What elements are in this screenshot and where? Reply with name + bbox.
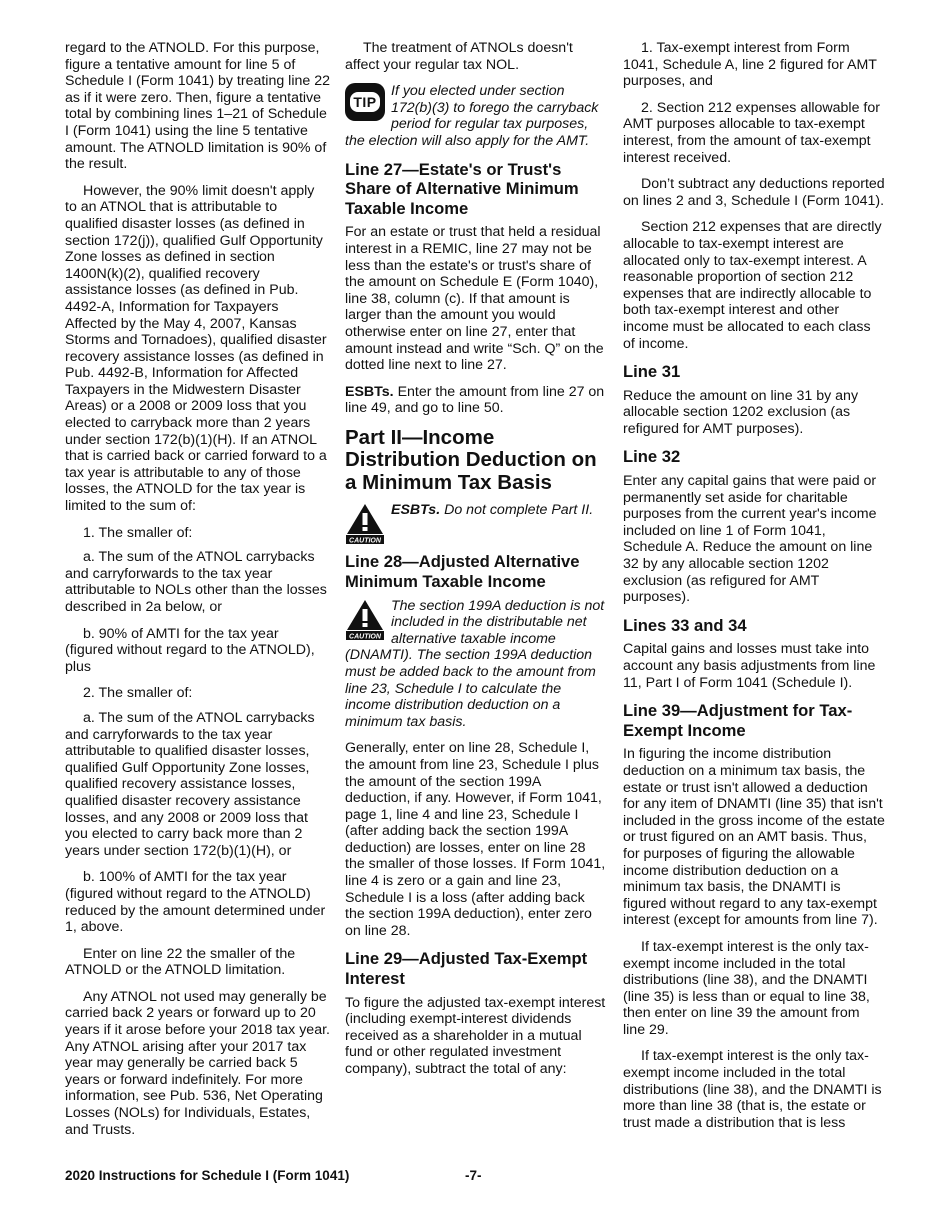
list-item: b. 90% of AMTI for the tax year (figured without regard to the ATNOLD), plus <box>65 625 315 675</box>
paragraph: The treatment of ATNOLs doesn't affect your regular tax NOL. <box>345 40 573 73</box>
caution-icon <box>345 502 385 544</box>
caution-note <box>345 598 607 731</box>
column-1 <box>65 40 330 1148</box>
heading-line-39: Line 39—Adjustment for Tax-Exempt Income <box>623 701 853 740</box>
paragraph: Generally, enter on line 28, Schedule I, the amount from line 23, Schedule I plus the amount of the section 199A deduction, if any. However, if Form 1041, page 1, line 4 and line 23, Schedule I (after adding back the section 199A deduction) are losses, enter on line 28 the smaller of those losses. If Form 1041, line 4 is zero or a gain and line 23, Schedule I is a loss (after adding back the section 199A deduction), enter zero on line 28. <box>345 740 606 939</box>
caution-text: Do not complete Part II. <box>440 502 594 519</box>
heading-line-27: Line 27—Estate's or Trust's Share of Alternative Minimum Taxable Income <box>345 159 579 218</box>
paragraph: Enter any capital gains that were paid or permanently set aside for charitable purposes from the current year's income included on line 1 of Form 1041, Schedule A. Reduce the amount on line 32 by any allocable section 1202 exclusion (as refigured for AMT purposes). <box>623 473 877 606</box>
list-item: 1. The smaller of: <box>83 524 193 541</box>
heading-part-2: Part II—Income Distribution Deduction on a Minimum Tax Basis <box>345 425 597 494</box>
footer-title: 2020 Instructions for Schedule I (Form 1041) <box>65 1168 350 1183</box>
paragraph <box>345 384 607 417</box>
page-number: -7- <box>465 1168 482 1183</box>
paragraph: Enter on line 22 the smaller of the ATNOLD or the ATNOLD limitation. <box>65 945 296 979</box>
tip-label: TIP <box>350 92 379 112</box>
heading-line-31: Line 31 <box>623 362 681 382</box>
paragraph: Reduce the amount on line 31 by any allocable section 1202 exclusion (as refigured for AMT purposes). <box>623 387 859 437</box>
paragraph: If tax-exempt interest is the only tax-exempt income included in the total distributions (line 38), and the DNAMTI (line 35) is less than or equal to line 38, then enter on line 39 the amount from line 29. <box>623 938 870 1038</box>
list-item: b. 100% of AMTI for the tax year (figured without regard to the ATNOLD) reduced by the amount determined under 1, above. <box>65 869 326 936</box>
tip-icon <box>345 83 385 121</box>
caution-text: The section 199A deduction is not included in the distributable net alternative taxable income (DNAMTI). The section 199A deduction must be added back to the amount from line 23, Schedule I to calculate the income distribution deduction on a minimum tax basis. <box>345 597 605 730</box>
paragraph: Capital gains and losses must take into account any basis adjustments from line 11, Part I of Form 1041 (Schedule I). <box>623 641 876 691</box>
paragraph: To figure the adjusted tax-exempt interest (including exempt-interest dividends received as a shareholder in a mutual fund or other regulated investment company), subtract the total of any: <box>345 994 606 1077</box>
list-item: a. The sum of the ATNOL carrybacks and carryforwards to the tax year attributable to qualified disaster losses, qualified Gulf Opportunity Zone losses, qualified recovery assistance losses, qualified disaster recovery assistance losses, and any 2008 or 2009 loss that you elected to carry back more than 2 years under section 172(b)(1)(H), or <box>65 709 315 859</box>
list-item: 1. Tax-exempt interest from Form 1041, Schedule A, line 2 figured for AMT purposes, and <box>623 40 877 90</box>
paragraph: regard to the ATNOLD. For this purpose, figure a tentative amount for line 5 of Schedule I (Form 1041) by treating line 22 as if it were zero. Then, figure a tentative total by combining lines 1–21 of Schedule I (Form 1041) using the line 5 tentative amount. The ATNOLD limitation is 90% of the result. <box>65 40 330 173</box>
esbt-label: ESBTs. <box>345 383 394 400</box>
paragraph: However, the 90% limit doesn't apply to an ATNOL that is attributable to qualified disaster losses (as defined in section 172(j)), qualified Gulf Opportunity Zone losses as defined in section 1400N(k)(2), qualified recovery assistance losses (as defined in Pub. 4492-A, Information for Taxpayers Affected by the May 4, 2007, Kansas Storms and Tornadoes), qualified disaster recovery assistance losses (as defined in Pub. 4492-B, Information for Affected Taxpayers in the Midwestern Disaster Areas) or a 2008 or 2009 loss that you elected to carryback more than 2 years under section 172(b)(1)(H). If an ATNOL that is carried back or carried forward to a tax year is attributable to any of those losses, the ATNOLD for the tax year is limited to the sum of: <box>65 182 327 515</box>
paragraph: If tax-exempt interest is the only tax-exempt income included in the total distributions (line 38), and the DNAMTI is more than line 38 (that is, the estate or trust made a distribution that is less <box>623 1048 882 1131</box>
paragraph: Don’t subtract any deductions reported on lines 2 and 3, Schedule I (Form 1041). <box>623 176 885 209</box>
column-2 <box>345 40 607 1088</box>
paragraph: For an estate or trust that held a residual interest in a REMIC, line 27 may not be less than the estate's or trust's share of the amount on Schedule E (Form 1040), line 38, column (c). If that amount is larger than the amount you would otherwise enter on line 27, enter that amount instead and write “Sch. Q” on the dotted line next to line 27. <box>345 224 604 374</box>
heading-line-28: Line 28—Adjusted Alternative Minimum Taxable Income <box>345 552 580 591</box>
caution-icon <box>345 598 385 640</box>
heading-line-29: Line 29—Adjusted Tax-Exempt Interest <box>345 949 588 989</box>
caution-label: CAUTION <box>349 537 381 545</box>
heading-lines-33-34: Lines 33 and 34 <box>623 615 747 635</box>
list-item: a. The sum of the ATNOL carrybacks and carryforwards to the tax year attributable to NOLs other than the losses described in 2a below, or <box>65 549 327 615</box>
paragraph: In figuring the income distribution deduction on a minimum tax basis, the estate or trust isn't allowed a deduction for any item of DNAMTI (line 35) that isn't included in the gross income of the estate or trust figured on an AMT basis. Thus, for purposes of figuring the allowable income distribution deduction on a minimum tax basis, the DNAMTI is figured without regard to any tax-exempt interest (except for amounts from line 7). <box>623 746 885 929</box>
list-item: 2. Section 212 expenses allowable for AMT purposes allocable to tax-exempt interest, from the amount of tax-exempt interest received. <box>623 99 880 166</box>
esbt-text: Enter the amount from line 27 on line 49, and go to line 50. <box>345 383 605 417</box>
caution-note <box>345 502 607 545</box>
caution-label-text: ESBTs. <box>391 502 441 519</box>
paragraph: Section 212 expenses that are directly allocable to tax-exempt interest are allocated only to tax-exempt interest. A reasonable proportion of section 212 expenses that are indirectly allocable to both tax-exempt interest and other income must be allocated to each class of income. <box>623 219 882 352</box>
tip-text: If you elected under section 172(b)(3) to forego the carryback period for regular tax purposes, the election will also apply for the AMT. <box>345 83 599 149</box>
tip-note <box>345 83 607 149</box>
column-3 <box>623 40 885 1141</box>
list-item: 2. The smaller of: <box>83 685 193 702</box>
heading-line-32: Line 32 <box>623 447 681 467</box>
paragraph: Any ATNOL not used may generally be carried back 2 years or forward up to 20 years if it arose before your 2018 tax year. Any ATNOL arising after your 2017 tax year may generally be carried back 5 years or forward indefinitely. For more information, see Pub. 536, Net Operating Losses (NOLs) for Individuals, Estates, and Trusts. <box>65 988 330 1138</box>
caution-label: CAUTION <box>349 633 381 640</box>
